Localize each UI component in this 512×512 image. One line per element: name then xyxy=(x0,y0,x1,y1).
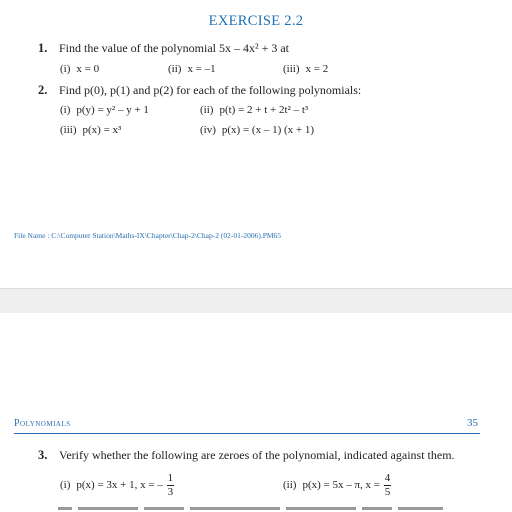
fraction-numerator: 1 xyxy=(167,472,174,484)
header-rule xyxy=(14,433,480,434)
q1-option-2 xyxy=(168,63,216,75)
exercise-title: EXERCISE 2.2 xyxy=(208,13,304,29)
option-label: (i) xyxy=(60,63,71,75)
fraction-denominator: 3 xyxy=(167,486,174,498)
option-label: (iv) xyxy=(200,124,216,136)
option-text: x = –1 xyxy=(187,63,216,75)
page-gap xyxy=(0,288,512,314)
option-expression: p(x) = 3x + 1, x = – xyxy=(76,479,163,492)
option-text: p(t) = 2 + t + 2t² – t³ xyxy=(219,104,309,116)
q1-number: 1. xyxy=(38,41,48,55)
option-text: p(y) = y² – y + 1 xyxy=(76,104,149,116)
fraction-denominator: 5 xyxy=(384,486,391,498)
q2-option-2 xyxy=(200,104,308,116)
fraction-numerator: 4 xyxy=(384,472,391,484)
option-label: (iii) xyxy=(60,124,77,136)
option-label: (i) xyxy=(60,479,71,492)
q1-option-1 xyxy=(60,63,99,75)
cut-off-next-line xyxy=(58,504,478,512)
fraction xyxy=(384,472,392,499)
option-label: (ii) xyxy=(200,104,214,116)
q2-option-1 xyxy=(60,104,149,116)
file-name-footer: File Name : C:\Computer Station\Maths-IX\Chapter\Chap-2\Chap-2 (02-01-2006).PM65 xyxy=(14,231,282,240)
q3-option-1 xyxy=(60,472,175,499)
option-label: (i) xyxy=(60,104,71,116)
q1-option-3 xyxy=(283,63,328,75)
option-text: x = 2 xyxy=(305,63,329,75)
option-label: (ii) xyxy=(283,479,297,492)
q2-text: Find p(0), p(1) and p(2) for each of the following polynomials: xyxy=(59,83,362,97)
option-label: (iii) xyxy=(283,63,300,75)
q2-number: 2. xyxy=(38,83,48,97)
q3-number: 3. xyxy=(38,448,48,462)
fraction xyxy=(167,472,175,499)
running-head: Polynomials xyxy=(14,418,71,429)
option-expression: p(x) = 5x – π, x = xyxy=(302,479,380,492)
q1-text: Find the value of the polynomial 5x – 4x² + 3 at xyxy=(59,41,289,55)
q2-option-3 xyxy=(60,124,121,136)
q3-option-2 xyxy=(283,472,392,499)
q3-text: Verify whether the following are zeroes of the polynomial, indicated against them. xyxy=(59,448,455,462)
page-number: 35 xyxy=(467,417,478,429)
option-text: p(x) = (x – 1) (x + 1) xyxy=(221,124,315,136)
option-text: x = 0 xyxy=(76,63,100,75)
option-text: p(x) = x³ xyxy=(82,124,122,136)
q2-option-4 xyxy=(200,124,314,136)
option-label: (ii) xyxy=(168,63,182,75)
